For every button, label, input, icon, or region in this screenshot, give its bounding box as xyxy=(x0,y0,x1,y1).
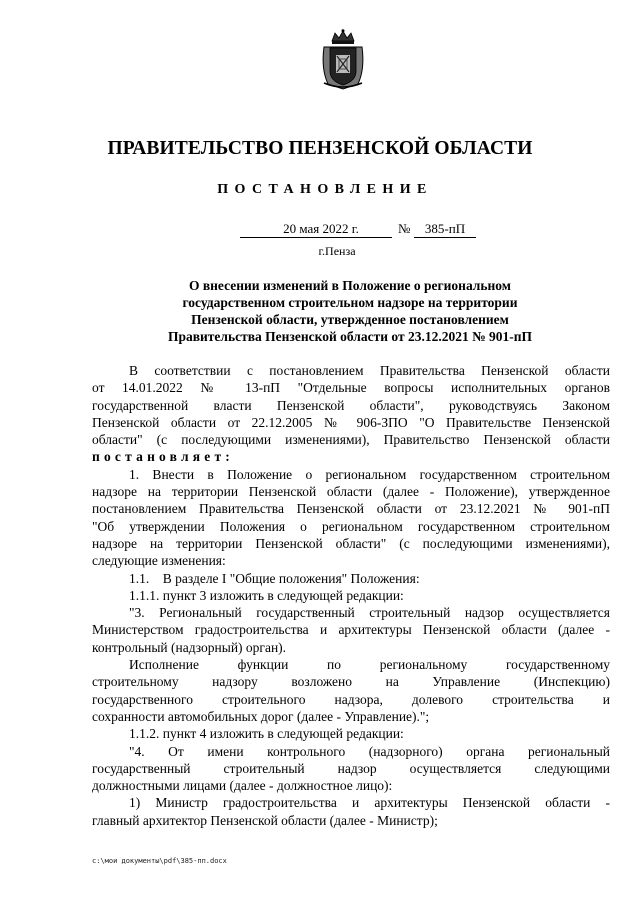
body-line: государственной власти Пензенской области", руководствуясь Законом xyxy=(92,397,610,413)
body-line: области" (с последующими изменениями), Правительство Пензенской области xyxy=(92,432,610,448)
body-line: должностными лицами (далее - должностное лицо): xyxy=(92,778,393,794)
body-line: 1. Внести в Положение о региональном государственном строительном xyxy=(129,466,610,482)
resolution-word: постановляет: xyxy=(92,449,234,465)
subject-line: О внесении изменений в Положение о региональном xyxy=(188,278,511,293)
subject-line: Правительства Пензенской области от 23.12.2021 № 901-пП xyxy=(167,329,533,344)
document-type-heading: ПОСТАНОВЛЕНИЕ xyxy=(217,182,433,197)
body-line: постановлением Правительства Пензенской области от 23.12.2021 № 901-пП xyxy=(92,501,610,517)
organization-title: ПРАВИТЕЛЬСТВО ПЕНЗЕНСКОЙ ОБЛАСТИ xyxy=(107,138,533,159)
subject-line: государственном строительном надзоре на территории xyxy=(182,295,518,310)
body-line: надзоре на территории Пензенской области" (с последующими изменениями), xyxy=(92,535,610,551)
body-line: строительному надзору возложено на Управление (Инспекцию) xyxy=(92,674,610,690)
body-line: сохранности автомобильных дорог (далее - Управление)."; xyxy=(92,708,430,724)
body-line: "Об утверждении Положения о региональном государственном строительном xyxy=(92,518,610,534)
body-line: Министерством градостроительства и архитектуры Пензенской области (далее - xyxy=(92,622,610,638)
body-line: контрольный (надзорный) орган). xyxy=(92,639,287,655)
body-line: 1) Министр градостроительства и архитектуры Пензенской области - xyxy=(129,795,610,811)
coat-of-arms-emblem xyxy=(318,29,368,91)
body-line: 1.1. В разделе I "Общие положения" Положения: xyxy=(129,570,420,586)
body-line: В соответствии с постановлением Правительства Пензенской области xyxy=(129,363,610,378)
document-date: 20 мая 2022 г. xyxy=(240,221,392,238)
body-line: "3. Региональный государственный строительный надзор осуществляется xyxy=(129,605,610,621)
body-line: Исполнение функции по региональному государственному xyxy=(129,657,610,673)
document-subject xyxy=(130,277,570,345)
number-sign: № xyxy=(398,221,411,236)
file-path-footer: c:\мои документы\pdf\385-пп.docx xyxy=(92,857,227,865)
body-line: "4. От имени контрольного (надзорного) органа региональный xyxy=(129,743,610,759)
body-line: главный архитектор Пензенской области (далее - Министр); xyxy=(92,812,438,828)
document-body xyxy=(92,362,610,829)
body-line: 1.1.2. пункт 4 изложить в следующей редакции: xyxy=(129,726,404,742)
body-line: 1.1.1. пункт 3 изложить в следующей редакции: xyxy=(129,587,404,603)
document-number: 385-пП xyxy=(414,221,476,238)
body-line: от 14.01.2022 № 13-пП "Отдельные вопросы исполнительных органов xyxy=(92,380,610,396)
body-line: государственный строительный надзор осуществляется следующими xyxy=(92,760,610,776)
subject-line: Пензенской области, утвержденное постановлением xyxy=(191,312,509,327)
body-line: следующие изменения: xyxy=(92,553,226,569)
city-label: г.Пенза xyxy=(318,244,356,258)
body-line: Пензенской области от 22.12.2005 № 906-ЗПО "О Правительстве Пензенской xyxy=(92,414,610,430)
body-line: надзоре на территории Пензенской области (далее - Положение), утвержденное xyxy=(92,484,610,500)
body-line: государственного строительного надзора, долевого строительства и xyxy=(92,691,610,707)
